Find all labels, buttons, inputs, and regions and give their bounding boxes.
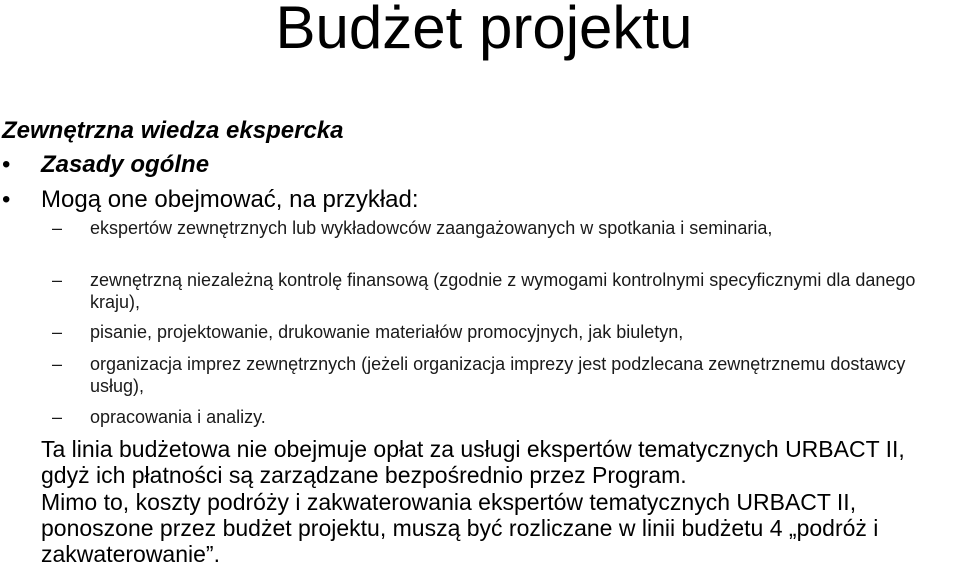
dash-icon: –	[52, 218, 63, 238]
bullet-text: Zasady ogólne	[41, 151, 210, 178]
sub-list-text: pisanie, projektowanie, drukowanie materiałów promocyjnych, jak biuletyn,	[90, 322, 684, 342]
bullet-icon: •	[2, 151, 11, 178]
dash-icon: –	[52, 322, 63, 342]
slide-title: Budżet projektu	[275, 0, 693, 61]
dash-icon: –	[52, 270, 63, 290]
bullet-text: Mogą one obejmować, na przykład:	[41, 186, 419, 213]
section-heading: Zewnętrzna wiedza ekspercka	[2, 117, 344, 144]
sub-list-text: zewnętrzną niezależną kontrolę finansową (zgodnie z wymogami kontrolnymi specyficznymi dla danego kraju),	[90, 270, 916, 312]
bullet-icon: •	[2, 186, 11, 213]
dash-icon: –	[52, 354, 63, 374]
dash-icon: –	[52, 407, 63, 427]
sub-list-text: opracowania i analizy.	[90, 407, 266, 427]
note-paragraph: Ta linia budżetowa nie obejmuje opłat za usługi ekspertów tematycznych URBACT II, gdyż ich płatności są zarządzane bezpośrednio przez Program.	[41, 436, 905, 488]
sub-list-text: ekspertów zewnętrznych lub wykładowców zaangażowanych w spotkania i seminaria,	[90, 218, 773, 238]
note-paragraph: Mimo to, koszty podróży i zakwaterowania ekspertów tematycznych URBACT II, ponoszone przez budżet projektu, muszą być rozliczane w linii budżetu 4 „podróż i zakwaterowanie”.	[41, 489, 879, 567]
sub-list-text: organizacja imprez zewnętrznych (jeżeli organizacja imprezy jest podzlecana zewnętrznemu dostawcy usług),	[90, 354, 906, 396]
